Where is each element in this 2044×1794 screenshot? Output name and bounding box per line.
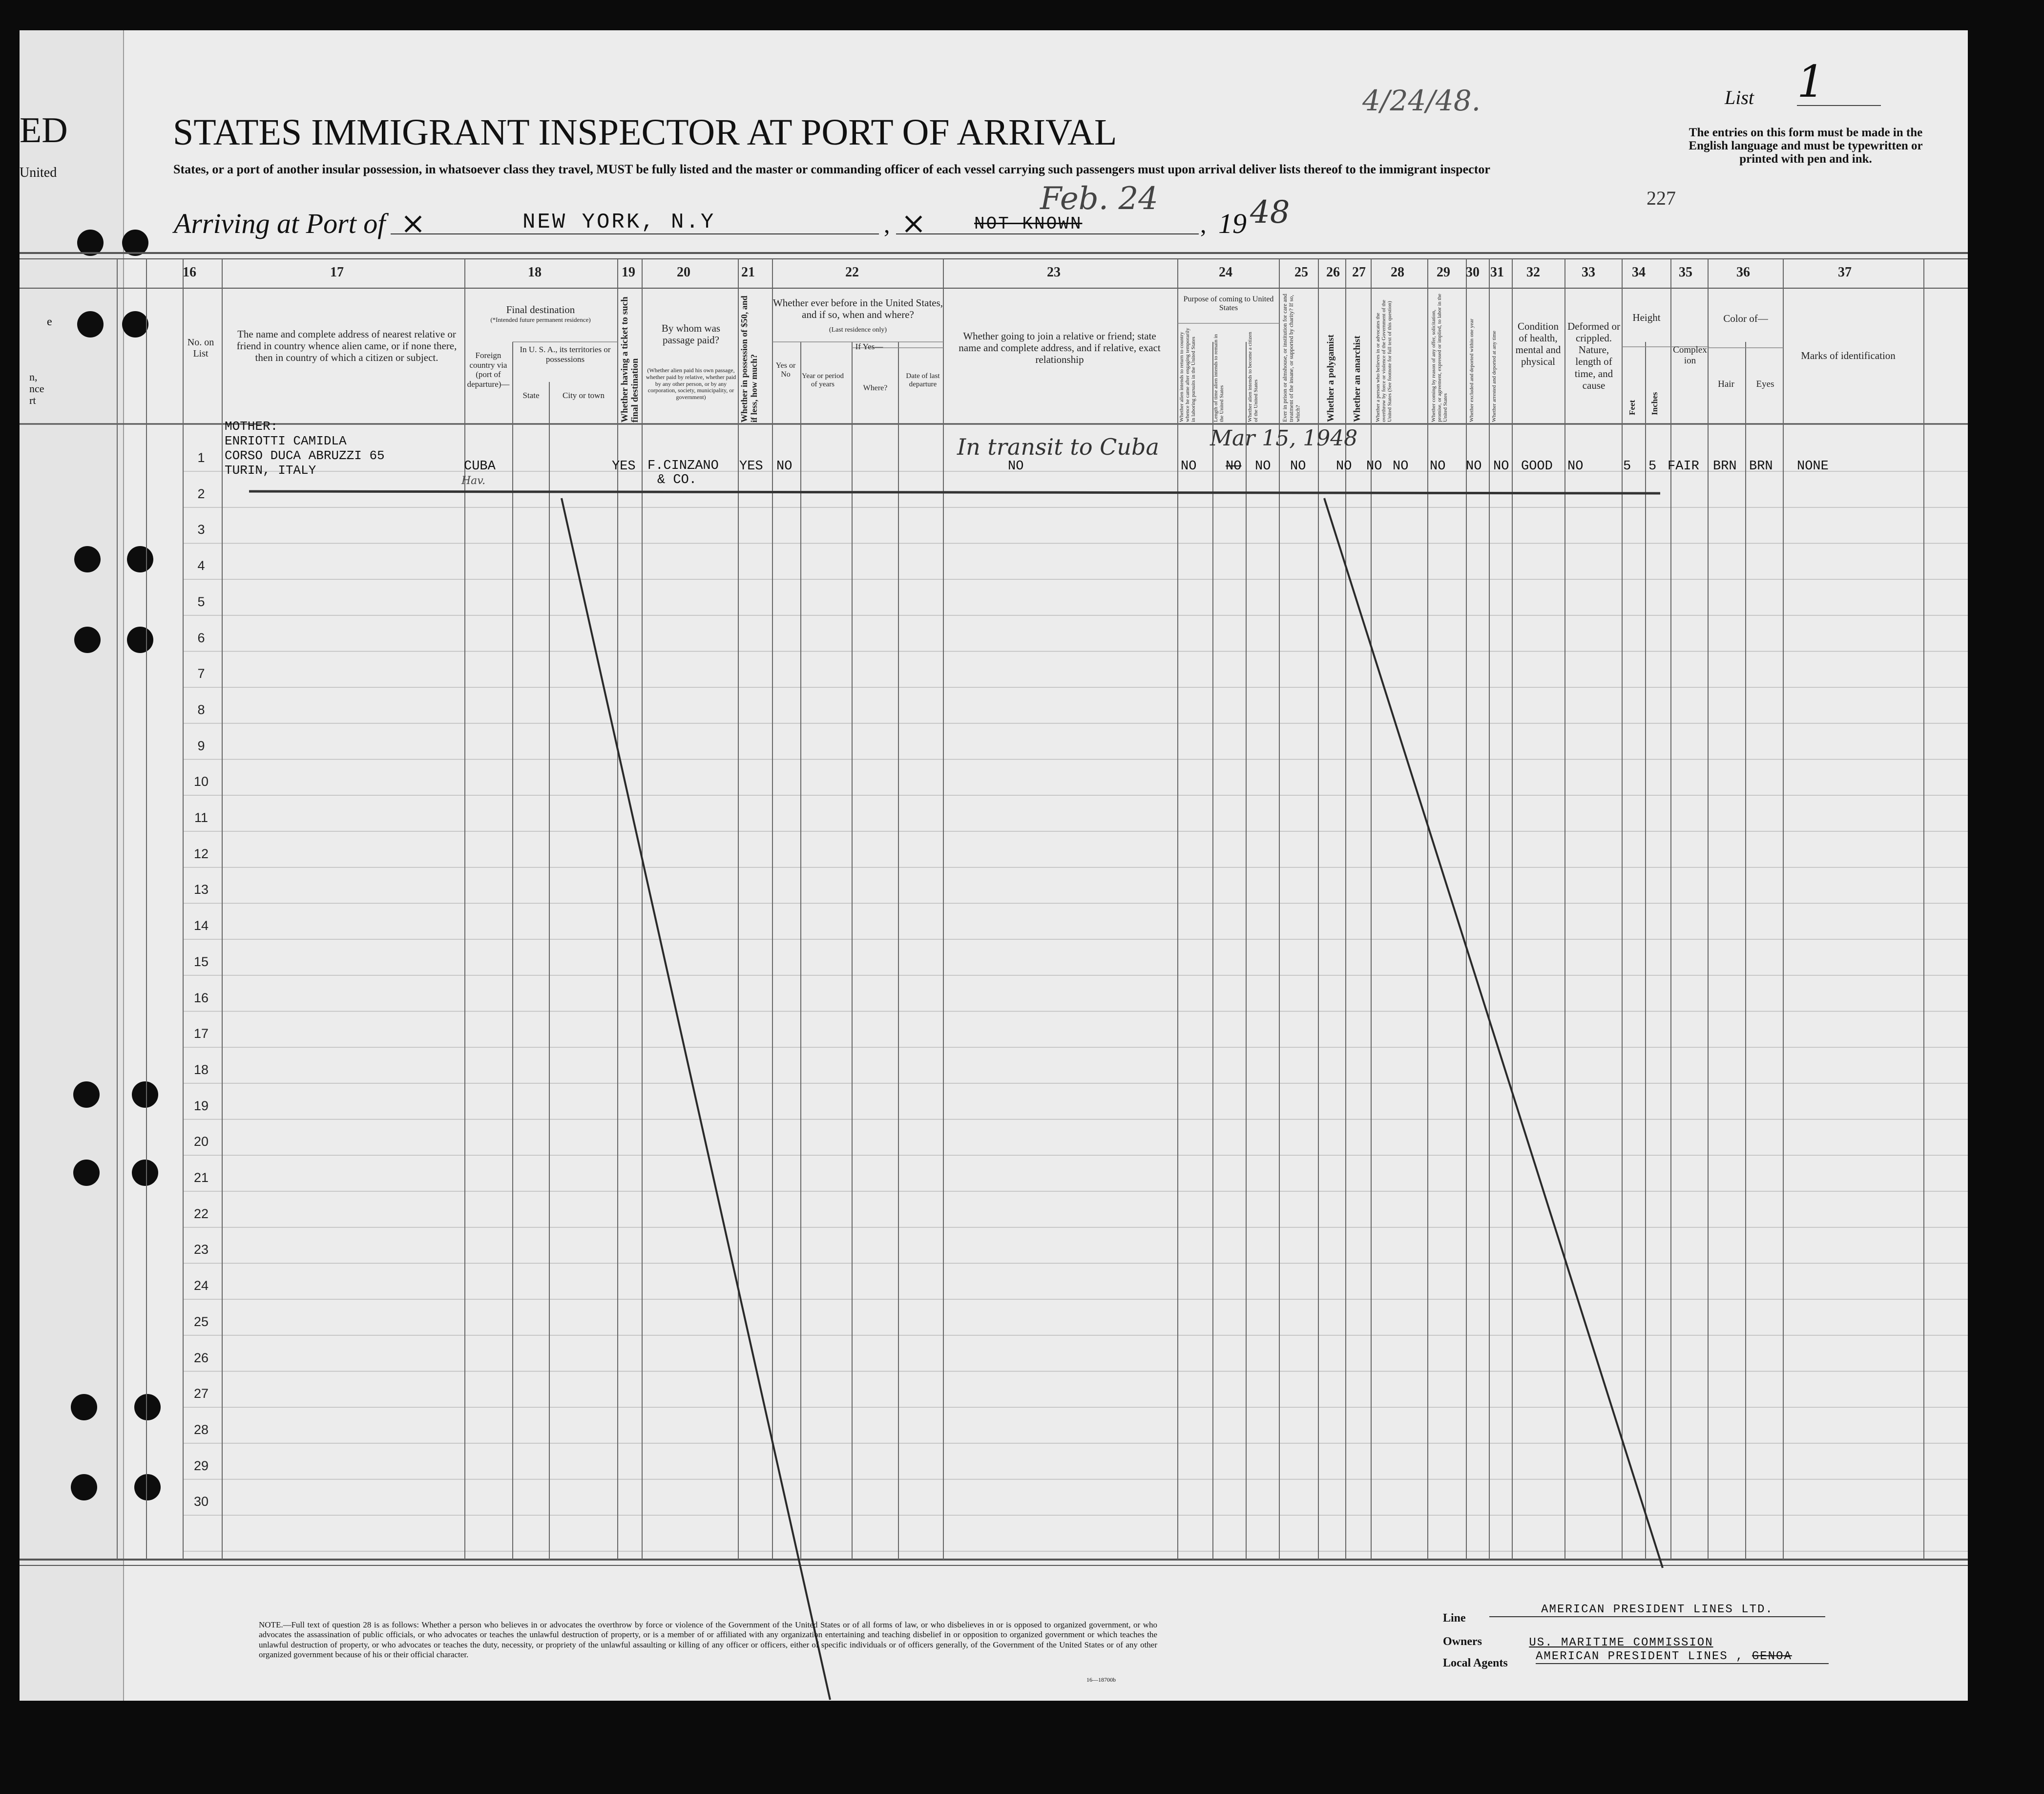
- entry-labor: NO: [1430, 459, 1446, 474]
- date-handwritten: Feb. 24: [1040, 181, 1158, 217]
- column-number: 22: [845, 265, 859, 280]
- row-number: 6: [197, 630, 205, 645]
- header-labor-offer: Whether coming by reason of any offer, solicitation, promise, or agreement, expressed or implied, to labor in the United States: [1431, 294, 1449, 422]
- row-number: 28: [193, 1422, 209, 1437]
- header-color: Color of—: [1723, 313, 1768, 324]
- entry-marks: NONE: [1797, 459, 1829, 474]
- entry-foreign-country: CUBA: [464, 459, 496, 474]
- entry-prison: NO: [1290, 459, 1306, 474]
- owners-value: US. MARITIME COMMISSION: [1529, 1636, 1713, 1649]
- agents-label: Local Agents: [1443, 1657, 1508, 1669]
- list-number: 1: [1797, 56, 1881, 106]
- date-struck: NOT KNOWN: [974, 214, 1083, 234]
- header-feet: Feet: [1627, 400, 1637, 415]
- header-anarchist: Whether an anarchist: [1352, 336, 1362, 422]
- edge-partial-united: United: [20, 165, 57, 180]
- entry-anarchist: NO: [1366, 459, 1382, 474]
- edge-partial-title: ED: [20, 110, 68, 150]
- row-number: 2: [197, 486, 205, 501]
- column-number: 32: [1526, 265, 1540, 280]
- header-deformed: Deformed or crippled. Nature, length of time, and cause: [1567, 320, 1620, 391]
- corner-annotation: 4/24/48.: [1362, 84, 1481, 117]
- list-label: List: [1725, 86, 1754, 108]
- column-number: 21: [741, 265, 755, 280]
- entry-hair: BRN: [1713, 459, 1737, 474]
- header-no-on-list: No. on List: [187, 337, 214, 359]
- header-complexion: Complexion: [1673, 345, 1707, 366]
- year-prefix: 19: [1218, 208, 1247, 239]
- year-handwritten: 48: [1250, 194, 1290, 231]
- header-where: Where?: [863, 384, 888, 392]
- header-if-yes: If Yes—: [855, 342, 883, 351]
- row-number: 24: [193, 1278, 209, 1293]
- header-question-28: Whether a person who believes in or advocates the overthrow by force or violence of the Government of the United States (See footnote for full text of this question): [1375, 299, 1393, 422]
- row-number: 27: [193, 1386, 209, 1401]
- relative-line: ENRIOTTI CAMIDLA: [225, 434, 347, 448]
- column-number: 33: [1582, 265, 1595, 280]
- column-number: 26: [1326, 265, 1340, 280]
- entry-health: GOOD: [1521, 459, 1553, 474]
- header-purpose-citizen: Whether alien intends to become a citizen of the United States: [1247, 332, 1259, 422]
- entry-inches: 5: [1648, 459, 1657, 474]
- header-final-destination-note: (*Intended future permanent residence): [490, 316, 591, 323]
- row-number: 29: [193, 1458, 209, 1473]
- entry-length-handwritten: Mar 15, 1948: [1210, 426, 1358, 451]
- header-in-usa: In U. S. A., its territories or possessions: [520, 345, 611, 364]
- column-number: 37: [1838, 265, 1852, 280]
- header-last-departure: Date of last departure: [906, 372, 940, 389]
- entry-polygamist: NO: [1336, 459, 1352, 474]
- header-foreign-country: Foreign country via (port of departure)—: [467, 351, 510, 389]
- column-number: 18: [528, 265, 542, 280]
- row-number: 9: [197, 738, 205, 753]
- column-number: 16: [183, 265, 196, 280]
- entry-fifty: YES: [739, 459, 763, 474]
- column-number: 19: [622, 265, 635, 280]
- entry-question-28: NO: [1393, 459, 1409, 474]
- port-x-mark: ×: [400, 205, 426, 241]
- row-number: 13: [193, 882, 209, 897]
- row-number: 8: [197, 702, 205, 717]
- header-final-destination: Final destination: [506, 304, 575, 316]
- header-inches: Inches: [1650, 392, 1659, 415]
- column-number: 35: [1679, 265, 1692, 280]
- arriving-label: Arriving at Port of: [174, 208, 386, 239]
- header-polygamist: Whether a polygamist: [1326, 334, 1336, 422]
- entry-join-handwritten: In transit to Cuba: [957, 434, 1159, 460]
- header-health: Condition of health, mental and physical: [1515, 320, 1561, 368]
- column-number: 28: [1391, 265, 1404, 280]
- agents-struck: GENOA: [1752, 1650, 1792, 1663]
- header-eyes: Eyes: [1756, 379, 1774, 389]
- form-title: STATES IMMIGRANT INSPECTOR AT PORT OF ARRIVAL: [173, 112, 1117, 153]
- entry-excluded: NO: [1466, 459, 1482, 474]
- header-height: Height: [1632, 312, 1661, 323]
- header-passage-paid-note: (Whether alien paid his own passage, whether paid by relative, whether paid by any other person, or by any corporation, society, municipality, or government): [646, 367, 736, 401]
- edge-remnant: n, nce rt: [29, 371, 44, 407]
- footnote: NOTE.—Full text of question 28 is as follows: Whether a person who believes in or advocates the overthrow by force or violence of the Government of the United States or of all forms of law, or who disbelieves in or is opposed to organized government, or who advocates the assassination of public officials, or who advocates or teaches the unlawful destruction of property, or is a member of or affiliated with any organization entertaining and teaching disbelief in or opposition to organized government or which teaches the unlawful destruction of property, or who advocates or teaches the duty, necessity, or propriety of the unlawful assaulting or killing of any officer or officers, either of specific individuals or of officers generally, of the Government of the United States or of any other organized government because of his or their official character.: [259, 1620, 1157, 1660]
- instructions: The entries on this form must be made in the English language and must be typewritten or printed with pen and ink.: [1689, 126, 1923, 166]
- date-comma: ,: [1200, 211, 1207, 238]
- column-number: 31: [1490, 265, 1504, 280]
- page-number: 227: [1647, 187, 1676, 209]
- row-number: 5: [197, 594, 205, 609]
- header-passage-paid: By whom was passage paid?: [661, 322, 721, 346]
- entry-complexion: FAIR: [1668, 459, 1699, 474]
- form-subtitle: States, or a port of another insular possession, in whatsoever class they travel, MUST be fully listed and the master or commanding officer of each vessel carrying such passengers must upon arrival deliver lists thereof to the immigrant inspector: [173, 162, 1490, 176]
- header-state: State: [522, 391, 540, 400]
- line-label: Line: [1443, 1612, 1466, 1625]
- entry-relative: [225, 419, 385, 478]
- header-marks: Marks of identification: [1801, 350, 1896, 361]
- edge-remnant: e: [47, 316, 52, 328]
- row-number: 3: [197, 522, 205, 537]
- header-join-relative: Whether going to join a relative or friend; state name and complete address, and if relative, exact relationship: [959, 330, 1161, 366]
- row-number: 17: [193, 1026, 209, 1041]
- row-number: 15: [193, 954, 209, 969]
- header-purpose-length: Length of time alien intends to remain in the United States: [1213, 334, 1225, 422]
- entry-eyes: BRN: [1749, 459, 1773, 474]
- date-x-mark: ×: [901, 205, 926, 241]
- row-number: 25: [193, 1314, 209, 1329]
- entry-ticket: YES: [612, 459, 636, 474]
- column-number: 27: [1352, 265, 1366, 280]
- row-number: 14: [193, 918, 209, 933]
- column-number: 36: [1736, 265, 1750, 280]
- header-excluded: Whether excluded and deported within one year: [1469, 318, 1475, 422]
- row-number: 10: [193, 774, 209, 789]
- column-number: 20: [677, 265, 690, 280]
- row-number: 19: [193, 1098, 209, 1113]
- row-number: 11: [194, 810, 209, 825]
- relative-line: MOTHER:: [225, 419, 278, 434]
- row-number: 18: [193, 1062, 209, 1077]
- entry-before-us: NO: [776, 459, 793, 474]
- row-number: 30: [193, 1494, 209, 1509]
- entry-length-struck: NO: [1226, 459, 1242, 474]
- agents-value: [1536, 1650, 1829, 1664]
- column-number: 34: [1632, 265, 1646, 280]
- entry-purpose-return: NO: [1181, 459, 1197, 474]
- entry-arrested: NO: [1493, 459, 1509, 474]
- row-number: 21: [193, 1170, 209, 1185]
- paid-by-line: F.CINZANO: [647, 459, 719, 473]
- column-number: 29: [1437, 265, 1450, 280]
- header-hair: Hair: [1718, 379, 1734, 389]
- column-number: 25: [1294, 265, 1308, 280]
- header-purpose-return: Whether alien intends to return to country whence he came after engaging temporarily in laboring pursuits in the United States: [1179, 328, 1197, 422]
- relative-line: CORSO DUCA ABRUZZI 65: [225, 448, 385, 463]
- column-number: 23: [1047, 265, 1061, 280]
- entry-paid-by: [647, 459, 719, 487]
- row-number: 23: [193, 1242, 209, 1257]
- header-ticket: Whether having a ticket to such final destination: [620, 296, 640, 422]
- row-number: 1: [197, 450, 205, 465]
- entry-join: NO: [1008, 459, 1024, 474]
- column-number: 17: [330, 265, 344, 280]
- entry-purpose-citizen: NO: [1255, 459, 1271, 474]
- header-yes-or-no: Yes or No: [775, 361, 796, 379]
- row-number: 12: [193, 846, 209, 861]
- row-number: 16: [193, 990, 209, 1005]
- header-period: Year or period of years: [802, 372, 844, 389]
- form-code: 16—18700b: [1086, 1676, 1116, 1683]
- header-before-us-note: (Last residence only): [829, 326, 887, 334]
- agents-name: AMERICAN PRESIDENT LINES ,: [1536, 1650, 1744, 1663]
- header-prison: Ever in prison or almshouse, or institution for care and treatment of the insane, or supported by charity? If so, which?: [1281, 294, 1301, 422]
- port-comma: ,: [884, 211, 890, 238]
- header-relative: The name and complete address of nearest relative or friend in country whence alien came, or if none there, then in country of which a citizen or subject.: [236, 328, 457, 364]
- row-number: 26: [193, 1350, 209, 1365]
- owners-label: Owners: [1443, 1635, 1482, 1648]
- relative-line: TURIN, ITALY: [225, 463, 316, 478]
- header-fifty-dollars: Whether in possession of $50, and if less, how much?: [739, 295, 759, 422]
- row-number: 22: [193, 1206, 209, 1221]
- row-number: 7: [197, 666, 205, 681]
- column-number: 30: [1466, 265, 1480, 280]
- entry-deformed: NO: [1567, 459, 1584, 474]
- paid-by-line: & CO.: [657, 473, 697, 487]
- line-value: AMERICAN PRESIDENT LINES LTD.: [1489, 1603, 1825, 1617]
- header-purpose: Purpose of coming to United States: [1183, 295, 1274, 313]
- row-number: 20: [193, 1134, 209, 1149]
- column-number: 24: [1219, 265, 1232, 280]
- header-before-us: Whether ever before in the United States, and if so, when and where?: [772, 297, 943, 321]
- port-value: NEW YORK, N.Y: [522, 210, 716, 234]
- header-city: City or town: [563, 391, 605, 400]
- header-arrested: Whether arrested and deported at any time: [1491, 331, 1497, 422]
- row-number: 4: [197, 558, 205, 573]
- entry-foreign-handwritten: Hav.: [461, 475, 486, 487]
- entry-feet: 5: [1623, 459, 1631, 474]
